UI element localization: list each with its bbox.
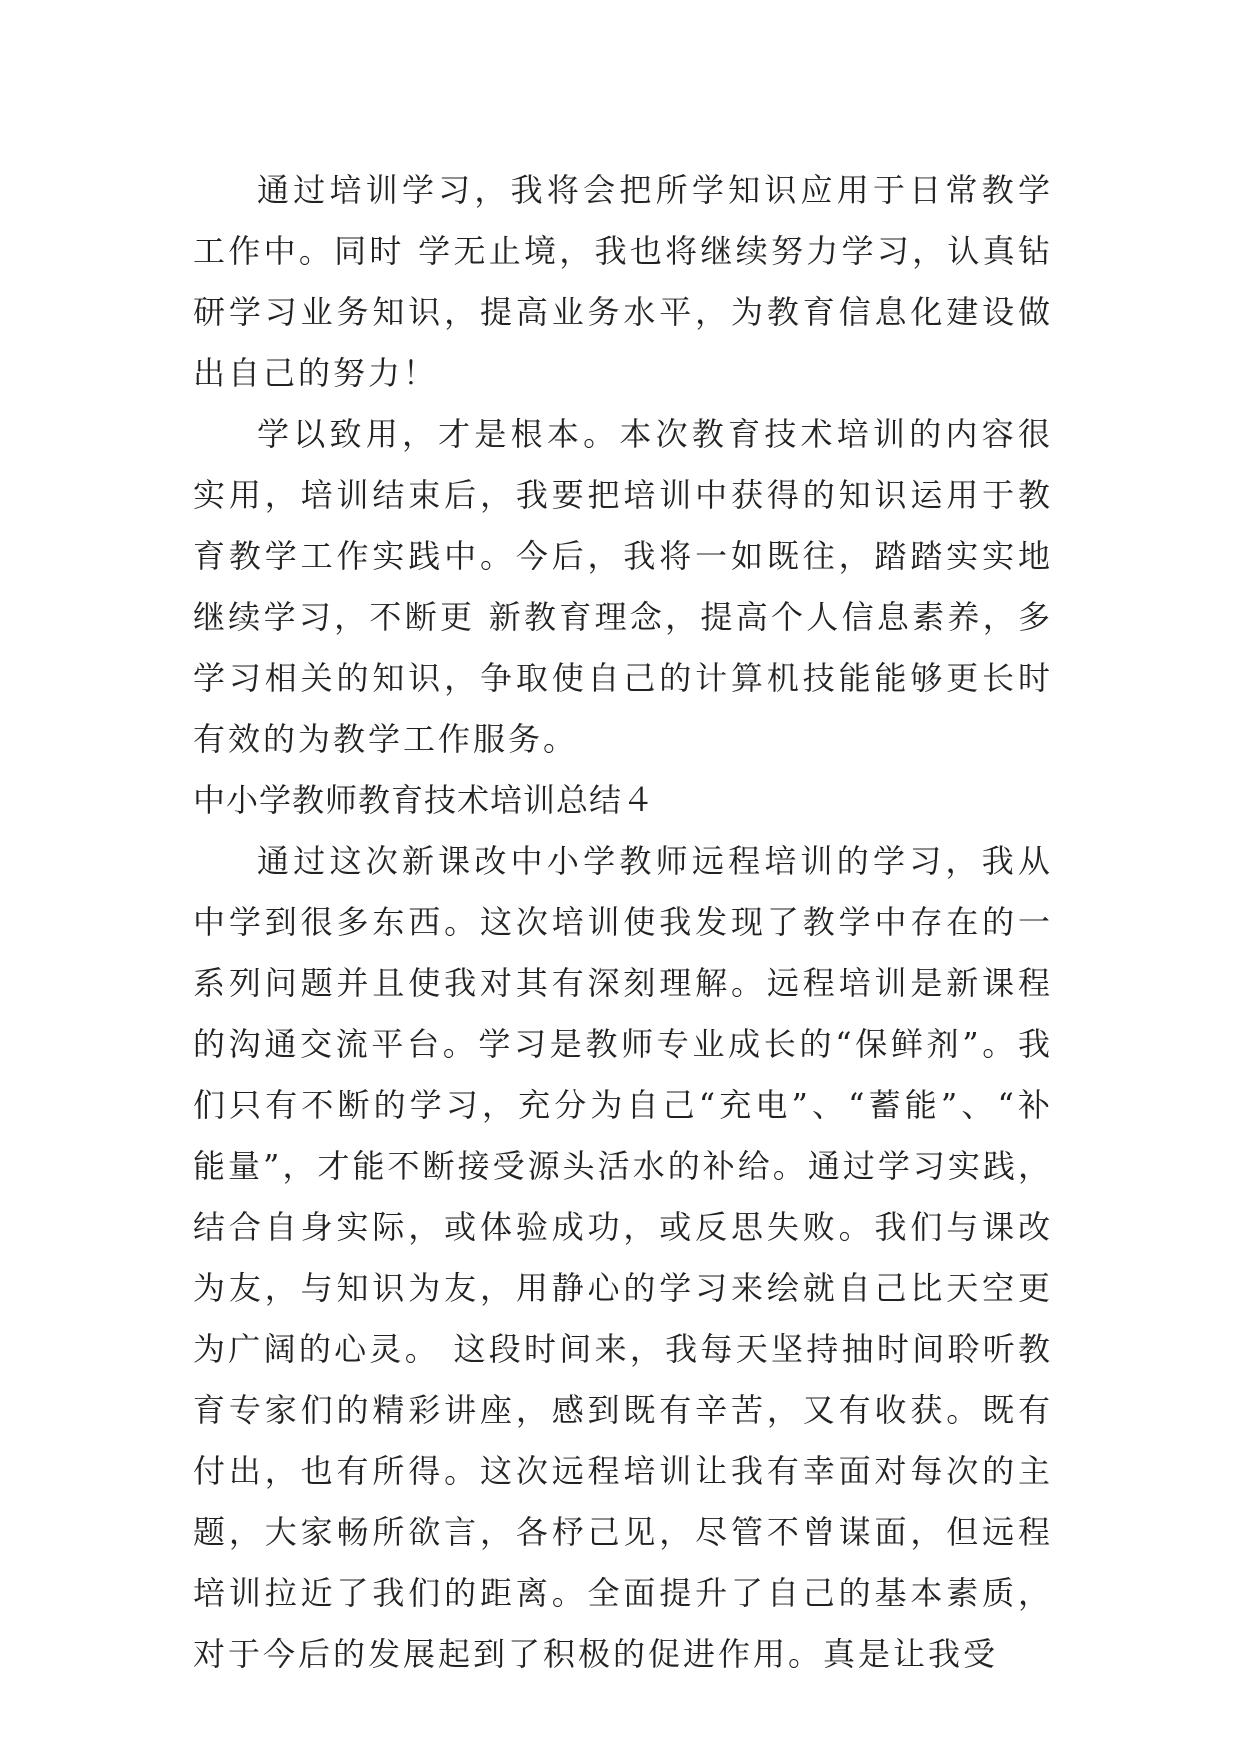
paragraph-2: 学以致用，才是根本。本次教育技术培训的内容很实用，培训结束后，我要把培训中获得的知识运用于教育教学工作实践中。今后，我将一如既往，踏踏实实地继续学习，不断更 新教育理念，提高个人信息素养，多学习相关的知识，争取使自己的计算机技能能够更长时有效的为教学工作服务。 <box>193 415 1053 758</box>
paragraph-3: 通过这次新课改中小学教师远程培训的学习，我从中学到很多东西。这次培训使我发现了教学中存在的一系列问题并且使我对其有深刻理解。远程培训是新课程的沟通交流平台。学习是教师专业成长的“保鲜剂”。我们只有不断的学习，充分为自己“充电”、“蓄能”、“补能量”，才能不断接受源头活水的补给。通过学习实践，结合自身实际，或体验成功，或反思失败。我们与课改为友，与知识为友，用静心的学习来绘就自己比天空更为广阔的心灵。 这段时间来，我每天坚持抽时间聆听教育专家们的精彩讲座，感到既有辛苦，又有收获。既有付出，也有所得。这次远程培训让我有幸面对每次的主题，大家畅所欲言，各杼己见，尽管不曾谋面，但远程培训拉近了我们的距离。全面提升了自己的基本素质，对于今后的发展起到了积极的促进作用。真是让我受 <box>193 842 1053 1673</box>
document-body <box>193 160 1053 1685</box>
paragraph-1: 通过培训学习，我将会把所学知识应用于日常教学工作中。同时 学无止境，我也将继续努力学习，认真钻研学习业务知识，提高业务水平，为教育信息化建设做出自己的努力！ <box>193 171 1053 392</box>
section-heading: 中小学教师教育技术培训总结４ <box>193 781 656 819</box>
